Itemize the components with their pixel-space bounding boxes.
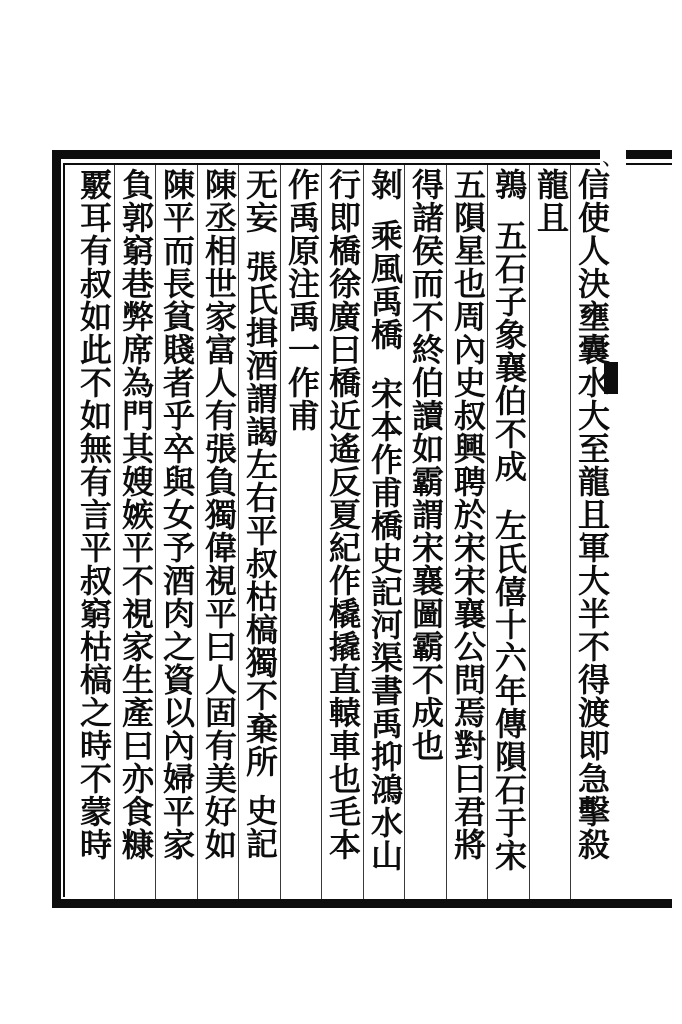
text-segment: 龍且: [532, 168, 570, 234]
text-segment: 張氏揖酒謂謁左右平叔枯槁獨不棄所: [241, 250, 279, 778]
text-segment: 陳丞相世家富人有張負獨偉視平曰人固有美好如: [200, 168, 238, 861]
column-separator: [197, 165, 198, 899]
text-column: [282, 168, 322, 893]
text-column: [74, 168, 114, 893]
column-separator: [529, 165, 530, 899]
column-separator: [114, 165, 115, 899]
text-segment: 信使人決壅囊水大至龍且軍大半不得渡即急擊殺: [573, 168, 611, 861]
text-column: [240, 168, 280, 893]
column-separator: [363, 165, 364, 899]
text-segment: 負郭窮巷弊席為門其嫂嫉平不視家生產曰亦食糠: [117, 168, 155, 861]
text-segment: 左氏僖十六年傳隕石于宋: [490, 509, 528, 872]
text-segment: 得諸侯而不終伯讀如霸謂宋襄圖霸不成也: [407, 168, 445, 762]
text-column: [157, 168, 197, 893]
frame-bottom-border: [52, 899, 672, 908]
column-separator: [446, 165, 447, 899]
text-segment: 作禹原注禹一作甫: [283, 168, 321, 432]
text-segment: 乘風禹橋: [366, 219, 404, 351]
text-segment: 陳平而長貧賤者乎卒與女予酒肉之資以內婦平家: [158, 168, 196, 861]
text-column: [116, 168, 156, 893]
text-segment: 五石子象襄伯不成: [490, 219, 528, 483]
frame-top-border: [52, 150, 672, 159]
text-column: [572, 168, 612, 893]
text-segment: 鶉: [490, 168, 528, 201]
text-segment: 行即橋徐廣曰橋近遙反夏紀作橇撬直轅車也毛本: [324, 168, 362, 861]
top-fragment-text: 、: [602, 146, 625, 171]
text-column: [365, 168, 405, 893]
text-segment: 剝: [366, 168, 404, 201]
text-column: [406, 168, 446, 893]
frame-left-border: [52, 150, 61, 908]
text-column: [448, 168, 488, 893]
column-separator: [280, 165, 281, 899]
frame-inner-left-line: [63, 163, 65, 897]
text-segment: 覈耳有叔如此不如無有言平叔窮枯槁之時不蒙時: [75, 168, 113, 861]
text-column: [531, 168, 571, 893]
text-segment: 史記: [241, 794, 279, 860]
text-column: [489, 168, 529, 893]
text-segment: 无妄: [241, 168, 279, 234]
text-column: [323, 168, 363, 893]
text-segment: 宋本作甫橋史記河渠書禹抑鴻水山: [366, 377, 404, 872]
text-column: [199, 168, 239, 893]
text-segment: 五隕星也周內史叔興聘於宋宋襄公問焉對曰君將: [449, 168, 487, 861]
